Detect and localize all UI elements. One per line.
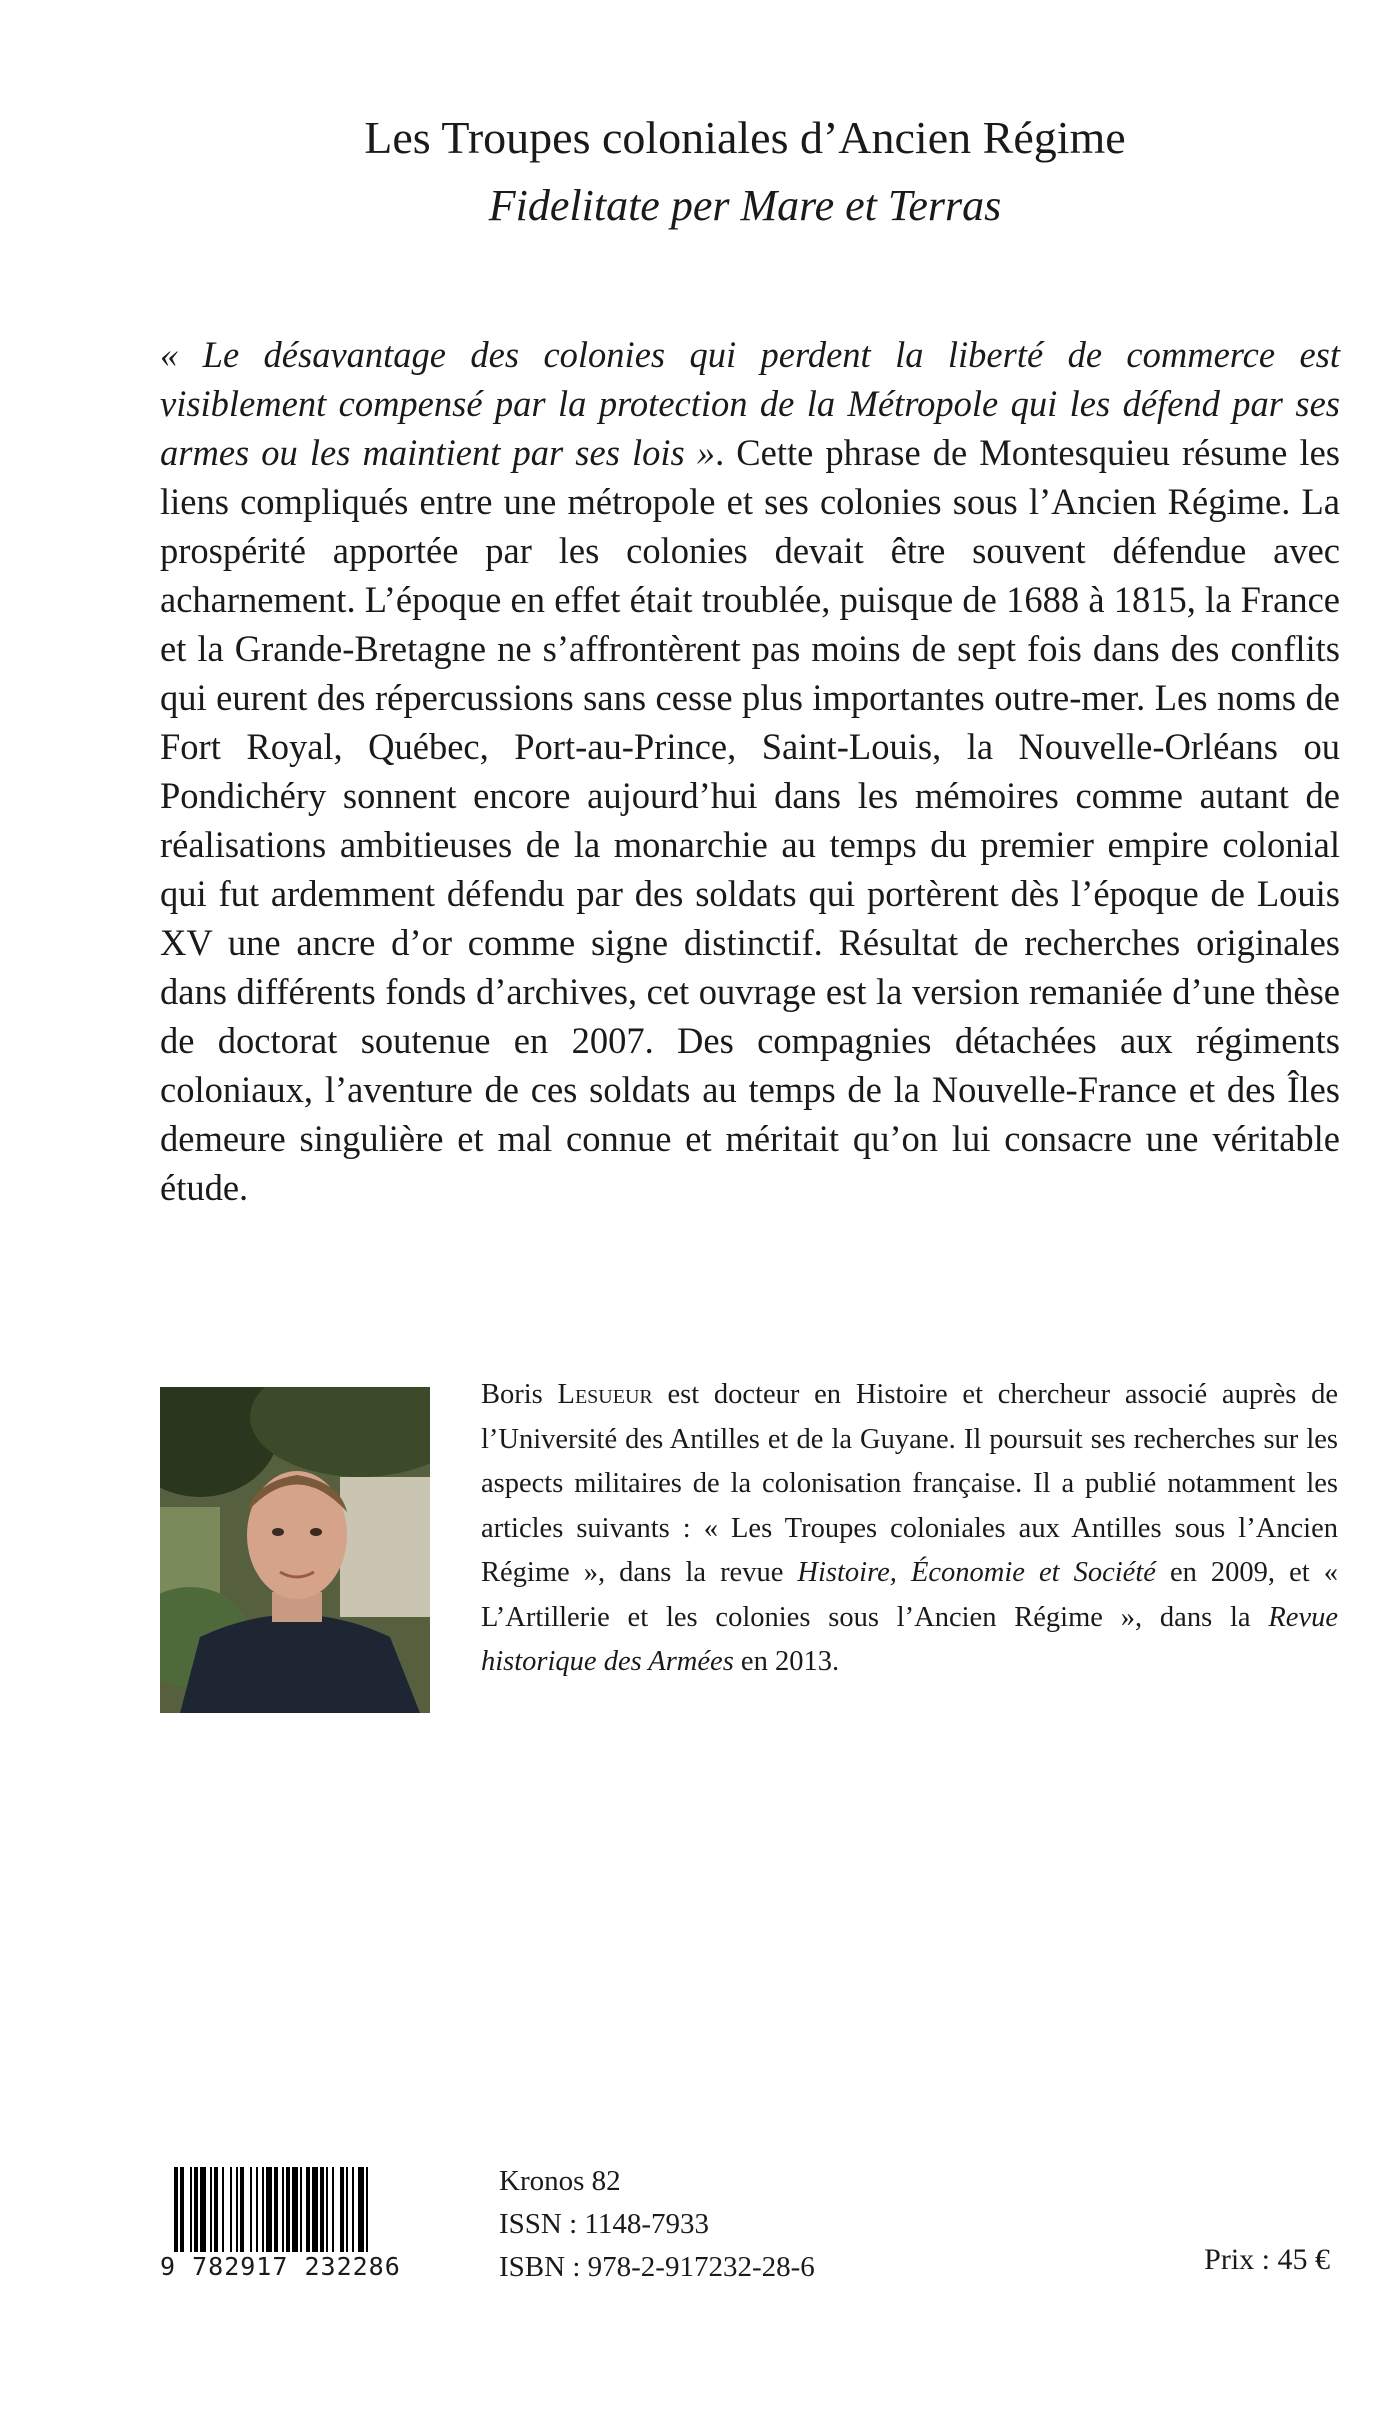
barcode-bar: [358, 2167, 364, 2257]
issn: ISSN : 1148-7933: [499, 2208, 709, 2240]
barcode-bar: [300, 2167, 302, 2257]
isbn: ISBN : 978-2-917232-28-6: [499, 2251, 815, 2283]
journal-title-1: Histoire, Économie et Société: [797, 1557, 1156, 1588]
barcode-bar: [326, 2167, 328, 2257]
author-bio-text-1: est docteur en Histoire et chercheur associé auprès de l’Université des Antilles et de la Guyane. Il poursuit ses recherches sur les aspects militaires de la colonisation française. Il a publié notamment les articles suivants : « Les Troupes coloniales aux Antilles sous l’Ancien Régime », dans la revue: [481, 1379, 1338, 1588]
barcode-bar: [214, 2167, 218, 2257]
barcode-bar: [230, 2167, 232, 2257]
barcode-bar: [306, 2167, 310, 2257]
author-bio-text-2: en 2009, et « L’Artillerie et les colonies sous l’Ancien Régime », dans la: [481, 1557, 1338, 1633]
author-photo: [160, 1387, 430, 1713]
montesquieu-quote: « Le désavantage des colonies qui perdent la liberté de commerce est visiblement compensé par la protection de la Métropole qui les défend par ses armes ou les maintient par ses lois »: [160, 334, 1340, 473]
barcode-bar: [262, 2167, 264, 2257]
barcode-bar: [346, 2167, 348, 2257]
publication-info: [499, 2160, 815, 2289]
back-cover-blurb: [160, 330, 1340, 1212]
barcode-bar: [210, 2167, 212, 2257]
barcode-bar: [190, 2167, 192, 2257]
barcode-bar: [332, 2167, 334, 2257]
barcode-bar: [286, 2167, 290, 2257]
book-subtitle: Fidelitate per Mare et Terras: [488, 181, 1002, 230]
author-last-name: Lesueur: [557, 1379, 653, 1410]
price: Prix : 45 €: [1204, 2243, 1330, 2276]
series-name: Kronos 82: [499, 2165, 621, 2197]
barcode-bar: [200, 2167, 206, 2257]
barcode-bar: [240, 2167, 244, 2257]
author-first-name: Boris: [481, 1379, 558, 1410]
barcode-bar: [236, 2167, 238, 2257]
barcode-bar: [282, 2167, 284, 2257]
barcode-bar: [222, 2167, 224, 2257]
barcode-bar: [256, 2167, 258, 2257]
book-title: Les Troupes coloniales d’Ancien Régime: [364, 112, 1126, 163]
barcode-bar: [320, 2167, 324, 2257]
barcode-bar: [340, 2167, 344, 2257]
journal-title-2: Revue historique des Armées: [481, 1601, 1338, 1677]
barcode-bar: [292, 2167, 298, 2257]
barcode-bar: [194, 2167, 198, 2257]
barcode-bar: [312, 2167, 318, 2257]
barcode-digits: 9 782917 232286: [160, 2252, 456, 2282]
barcode-bar: [250, 2167, 252, 2257]
blurb-text: . Cette phrase de Montesquieu résume les liens compliqués entre une métropole et ses colonies sous l’Ancien Régime. La prospérité apportée par les colonies devait être souvent défendue avec acharnement. L’époque en effet était troublée, puisque de 1688 à 1815, la France et la Grande-Bretagne ne s’affrontèrent pas moins de sept fois dans des conflits qui eurent des répercussions sans cesse plus importantes outre-mer. Les noms de Fort Royal, Québec, Port-au-Prince, Saint-Louis, la Nouvelle-Orléans ou Pondichéry sonnent encore aujourd’hui dans les mémoires comme autant de réalisations ambitieuses de la monarchie au temps du premier empire colonial qui fut ardemment défendu par des soldats qui portèrent dès l’époque de Louis XV une ancre d’or comme signe distinctif. Résultat de recherches originales dans différents fonds d’archives, cet ouvrage est la version remaniée d’une thèse de doctorat soutenue en 2007. Des compagnies détachées aux régiments coloniaux, l’aventure de ces soldats au temps de la Nouvelle-France et des Îles demeure singulière et mal connue et méritait qu’on lui consacre une véritable étude.: [160, 432, 1340, 1208]
author-bio: [481, 1373, 1338, 1685]
barcode-bar: [352, 2167, 354, 2257]
author-bio-text-3: en 2013.: [733, 1646, 840, 1677]
barcode-bar: [266, 2167, 272, 2257]
